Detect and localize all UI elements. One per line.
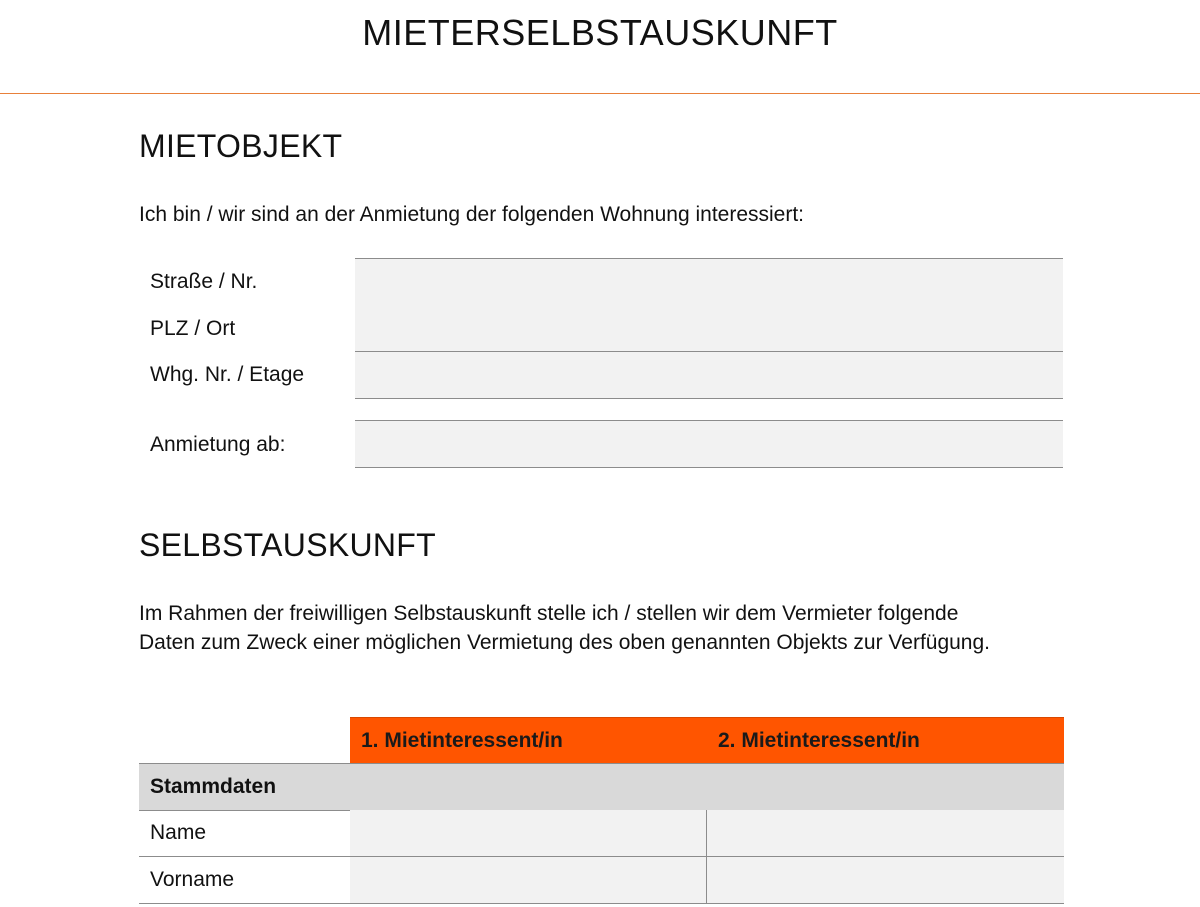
row-label: Name xyxy=(150,821,207,844)
row-label: Vorname xyxy=(150,868,235,891)
firstname-applicant-2-field[interactable] xyxy=(707,857,1064,903)
apartment-floor-field[interactable] xyxy=(355,352,1063,399)
column-header-applicant-1: 1. Mietinteressent/in xyxy=(361,729,563,752)
apartment-floor-label: Whg. Nr. / Etage xyxy=(150,363,305,386)
street-field[interactable] xyxy=(355,259,1063,306)
firstname-applicant-1-field[interactable] xyxy=(350,857,707,903)
zip-city-label: PLZ / Ort xyxy=(150,317,236,340)
mietobjekt-intro-text: Ich bin / wir sind an der Anmietung der folgenden Wohnung interessiert: xyxy=(139,203,805,226)
rental-start-label: Anmietung ab: xyxy=(150,433,286,456)
title-divider xyxy=(0,93,1200,94)
selbstauskunft-text-line: Im Rahmen der freiwilligen Selbstauskunft stelle ich / stellen wir dem Vermieter folgende xyxy=(139,602,959,625)
rental-start-field[interactable] xyxy=(355,421,1063,468)
column-header-applicant-2: 2. Mietinteressent/in xyxy=(718,729,920,752)
document-title: MIETERSELBSTAUSKUNFT xyxy=(362,12,838,53)
zip-city-field[interactable] xyxy=(355,305,1063,352)
name-applicant-1-field[interactable] xyxy=(350,810,707,856)
section-heading-mietobjekt: MIETOBJEKT xyxy=(139,128,343,164)
table-section-label: Stammdaten xyxy=(150,775,277,798)
table-row-vorname xyxy=(139,857,1064,904)
selbstauskunft-text-line: Daten zum Zweck einer möglichen Vermietung des oben genannten Objekts zur Verfügung. xyxy=(139,631,991,654)
table-row-name xyxy=(139,810,1064,857)
table-section-row xyxy=(139,763,1064,811)
street-label: Straße / Nr. xyxy=(150,270,258,293)
name-applicant-2-field[interactable] xyxy=(707,810,1064,856)
section-heading-selbstauskunft: SELBSTAUSKUNFT xyxy=(139,527,436,563)
table-header xyxy=(350,717,1064,764)
selbstauskunft-text xyxy=(139,599,1099,657)
